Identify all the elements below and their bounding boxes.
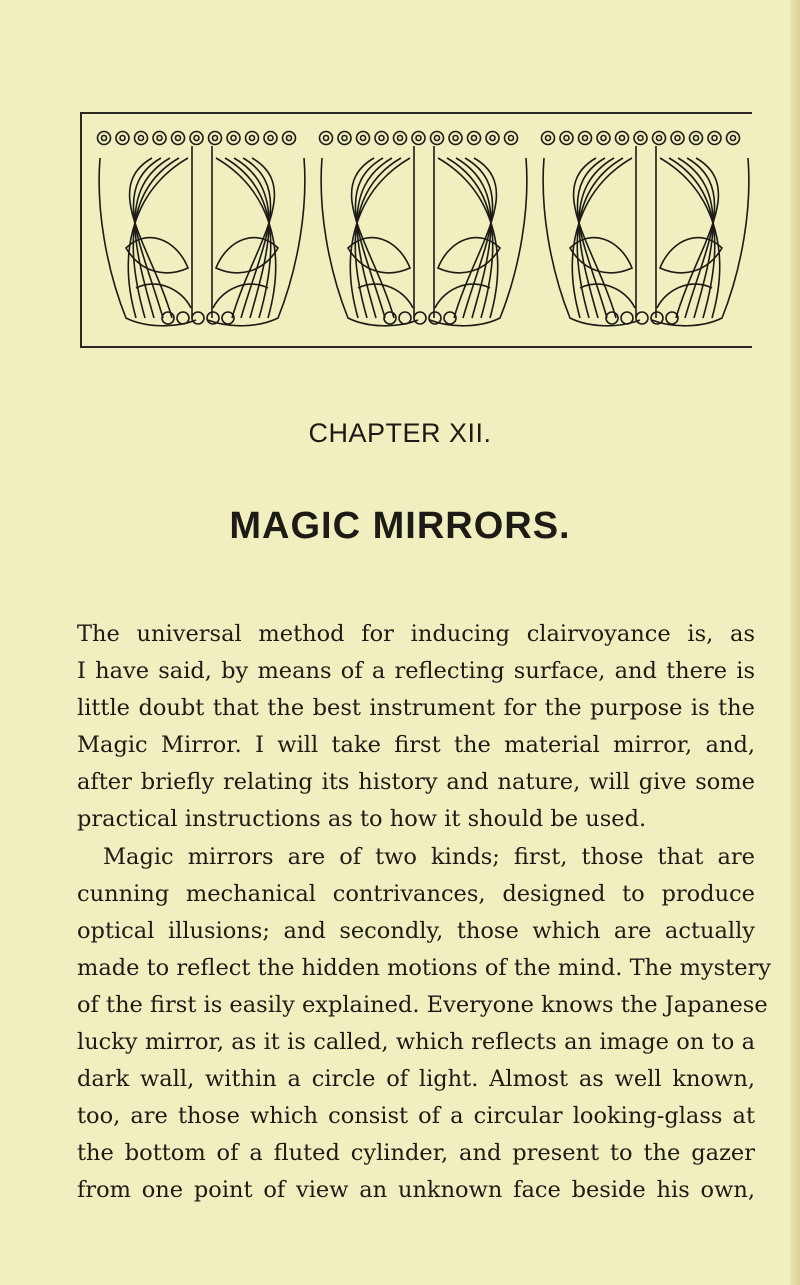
text-line: little doubt that the best instrument for the purpose is the (77, 695, 755, 722)
text-line: I have said, by means of a reflecting surface, and there is (77, 658, 755, 685)
page-edge (790, 0, 800, 1285)
ornament-panel (98, 132, 305, 326)
text-line: too, are those which consist of a circular looking-glass at (77, 1103, 755, 1130)
text-line: of the first is easily explained. Everyone knows the Japanese (77, 991, 768, 1018)
text-line: Magic mirrors are of two kinds; first, those that are (103, 843, 755, 870)
text-line: optical illusions; and secondly, those which are actually (77, 917, 755, 944)
text-line: made to reflect the hidden motions of the mind. The mystery (77, 954, 771, 981)
art-nouveau-ornament-icon (82, 114, 750, 346)
chapter-title: MAGIC MIRRORS. (229, 505, 571, 547)
text-line: lucky mirror, as it is called, which reflects an image on to a (77, 1029, 755, 1056)
text-line: Magic Mirror. I will take first the material mirror, and, (77, 732, 755, 759)
text-line: dark wall, within a circle of light. Almost as well known, (77, 1066, 755, 1093)
text-line: after briefly relating its history and nature, will give some (77, 769, 755, 796)
paragraph-2 (77, 839, 771, 1210)
headpiece-ornament (80, 112, 752, 348)
ornament-panel (320, 132, 527, 326)
paragraph-1 (77, 616, 755, 839)
text-line: from one point of view an unknown face beside his own, (77, 1177, 755, 1204)
chapter-heading: CHAPTER XII. (308, 418, 492, 448)
text-line: practical instructions as to how it should be used. (77, 806, 647, 833)
body-text (77, 616, 771, 1210)
text-line: the bottom of a fluted cylinder, and present to the gazer (77, 1140, 755, 1167)
text-line: The universal method for inducing clairvoyance is, as (77, 621, 755, 647)
text-line: cunning mechanical contrivances, designed to produce (77, 880, 755, 907)
ornament-panel (542, 132, 749, 326)
